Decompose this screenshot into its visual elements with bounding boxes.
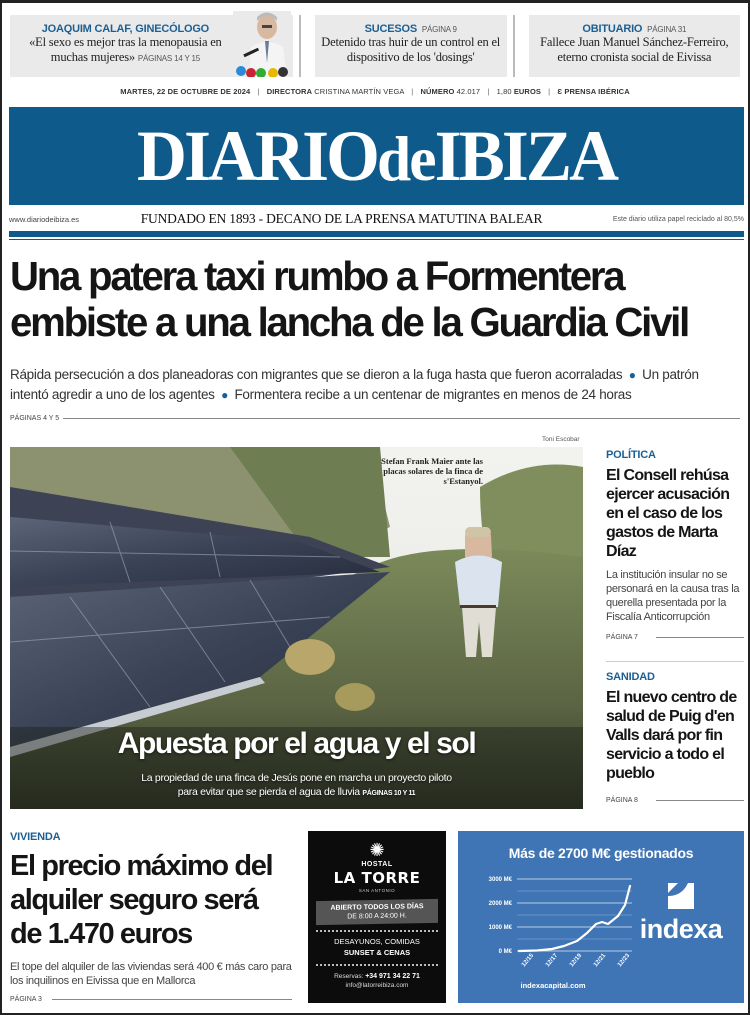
y-tick: 2000 M€ <box>488 901 512 907</box>
section-kicker: VIVIENDA <box>10 831 61 843</box>
issue-number: 42.017 <box>456 87 481 96</box>
divider <box>656 637 744 638</box>
ad-open-hours: DE 8:00 A 24:00 H. <box>347 912 407 921</box>
ad-reservations-label: Reservas: <box>334 973 364 980</box>
bullet-icon: ● <box>221 388 229 402</box>
publisher-group: PRENSA IBÉRICA <box>564 87 630 96</box>
lead-summary-point: Rápida persecución a dos planeadoras con migrantes que se dieron a la fuga hasta que fueron acorraladas <box>10 367 623 382</box>
lead-headline-line: embiste a una lancha de la Guardia Civil <box>10 299 688 345</box>
indexa-logo <box>636 883 726 944</box>
ad-indexa-title: Más de 2700 M€ gestionados <box>508 845 694 861</box>
teaser-kicker-label: OBITUARIO <box>582 23 643 35</box>
story-sanidad[interactable] <box>606 671 744 804</box>
x-tick: 12/15 <box>520 952 536 969</box>
lead-pages-label: PÁGINAS 4 Y 5 <box>10 415 60 422</box>
feature-pages: PÁGINAS 10 Y 11 <box>362 790 416 797</box>
dateline <box>2 87 748 96</box>
masthead-word-de: de <box>376 123 435 194</box>
ad-hostal-place: SAN ANTONIO <box>358 888 396 893</box>
indexa-wordmark: indexa <box>639 914 723 944</box>
masthead-word-diario: DIARIO <box>136 116 377 196</box>
masthead-rule <box>9 231 744 237</box>
teaser-obituario[interactable] <box>529 15 740 77</box>
ad-hostal-la-torre[interactable] <box>308 831 446 1003</box>
ad-opening-hours <box>316 899 438 925</box>
story-vivienda[interactable] <box>10 831 292 1003</box>
bullet-icon: ● <box>628 368 636 382</box>
masthead-word-ibiza: IBIZA <box>434 116 617 196</box>
aum-line-chart <box>462 867 642 982</box>
recycled-paper-note: Este diario utiliza papel reciclado al 80,5% <box>612 215 744 223</box>
masthead[interactable] <box>9 107 744 205</box>
separator: | <box>257 87 260 96</box>
section-kicker: POLÍTICA <box>606 449 656 461</box>
ad-email[interactable]: info@latorreibiza.com <box>345 982 409 989</box>
separator: | <box>487 87 490 96</box>
divider <box>63 418 740 419</box>
top-teasers <box>10 15 740 77</box>
masthead-logo <box>136 116 617 196</box>
lead-summary <box>10 365 740 405</box>
teaser-page: PÁGINA 31 <box>647 25 687 34</box>
ad-open-days: ABIERTO TODOS LOS DÍAS <box>330 903 424 912</box>
teaser-text <box>10 35 241 66</box>
teaser-divider <box>299 15 301 77</box>
feature-headline[interactable]: Apuesta por el agua y el sol <box>117 727 476 760</box>
ad-indexa-website[interactable]: indexacapital.com <box>520 981 586 990</box>
teaser-quote: «El sexo es mejor tras la menopausia en muchas mujeres» <box>29 35 222 64</box>
teaser-kicker: JOAQUIM CALAF, GINECÓLOGO <box>41 23 210 35</box>
masthead-motto: FUNDADO EN 1893 - DECANO DE LA PRENSA MATUTINA BALEAR <box>140 211 543 226</box>
y-tick: 3000 M€ <box>488 877 512 883</box>
feature-subtitle-line: para evitar que se pierda el agua de lluvia <box>177 786 360 798</box>
issue-date: MARTES, 22 DE OCTUBRE DE 2024 <box>120 87 251 96</box>
x-tick: 12/19 <box>568 952 584 969</box>
lead-page-ref <box>10 415 740 422</box>
ad-contact <box>308 972 446 990</box>
director-label: DIRECTORA <box>266 87 313 96</box>
lead-headline[interactable] <box>10 253 735 345</box>
feature-subtitle-line: La propiedad de una finca de Jesús pone en marcha un proyecto piloto <box>141 772 452 784</box>
dotted-divider <box>316 930 438 932</box>
dotted-divider <box>316 964 438 966</box>
teaser-text: Fallece Juan Manuel Sánchez-Ferreiro, eterno cronista social de Eivissa <box>540 35 729 64</box>
teaser-kicker <box>529 23 740 35</box>
separator: | <box>411 87 414 96</box>
prensa-iberica-icon: Ɛ <box>557 87 563 96</box>
x-tick: 12/21 <box>592 952 608 969</box>
teaser-text: Detenido tras huir de un control en el dispositivo de los 'dosings' <box>321 35 501 64</box>
x-tick: 12/23 <box>616 952 632 969</box>
ad-indexa[interactable] <box>458 831 744 1003</box>
page-label: PÁGINA 8 <box>606 797 638 804</box>
story-page-ref <box>606 797 744 804</box>
separator: | <box>548 87 551 96</box>
story-summary: La institución insular no se personará en la causa tras la querella presentada por la Fiscalía Anticorrupción <box>606 569 740 623</box>
section-kicker: SANIDAD <box>606 671 655 683</box>
divider <box>656 800 744 801</box>
story-politica[interactable] <box>606 449 744 641</box>
lead-summary-point: Un patrón intentó agredir a uno de los agentes <box>10 367 699 402</box>
ad-hostal-name: LA TORRE <box>333 869 421 887</box>
page-label: PÁGINA 7 <box>606 634 638 641</box>
lead-headline-line: Una patera taxi rumbo a Formentera <box>10 253 624 299</box>
teaser-page: PÁGINA 9 <box>421 25 457 34</box>
teaser-page: PÁGINAS 14 Y 15 <box>137 54 200 63</box>
lead-summary-point: Formentera recibe a un centenar de migrantes en menos de 24 horas <box>234 387 632 402</box>
divider <box>52 999 292 1000</box>
teaser-kicker-label: SUCESOS <box>364 23 418 35</box>
sun-icon: ✺ <box>369 840 385 860</box>
price-value: 1,80 <box>496 87 512 96</box>
story-headline: El Consell rehúsa ejercer acusación en el caso de los gastos de Marta Díaz <box>606 467 730 560</box>
photo-credit: Toni Escobar <box>542 436 580 443</box>
ad-meals <box>308 936 446 958</box>
x-tick: 12/17 <box>544 952 560 969</box>
page-label: PÁGINA 3 <box>10 996 42 1003</box>
y-tick: 1000 M€ <box>488 925 512 931</box>
teaser-interview[interactable] <box>10 15 293 77</box>
price-label: EUROS <box>513 87 541 96</box>
story-headline: El precio máximo del alquiler seguro será de 1.470 euros <box>10 850 273 950</box>
column-divider <box>606 661 744 662</box>
ad-meals-line: SUNSET & CENAS <box>343 948 411 957</box>
story-summary: El tope del alquiler de las viviendas será 400 € más caro para los inquilinos en Eivissa que en Mallorca <box>10 961 292 987</box>
director-name: CRISTINA MARTÍN VEGA <box>314 87 405 96</box>
feature-subtitle <box>10 771 583 801</box>
photo-caption: Stefan Frank Maier ante las placas solares de la finca de s'Estanyol. <box>381 456 483 486</box>
portrait-photo <box>233 11 291 77</box>
number-label: NÚMERO <box>420 87 455 96</box>
masthead-subbar <box>9 209 744 229</box>
ad-phone[interactable]: +34 971 34 22 71 <box>365 973 420 980</box>
indexa-mark-icon <box>668 883 694 909</box>
story-page-ref <box>10 996 292 1003</box>
ad-meals-line: DESAYUNOS, COMIDAS <box>334 937 420 946</box>
y-tick: 0 M€ <box>498 949 512 955</box>
website-url[interactable]: www.diariodeibiza.es <box>9 214 80 224</box>
teaser-kicker <box>315 23 507 35</box>
story-page-ref <box>606 634 744 641</box>
teaser-sucesos[interactable] <box>315 15 507 77</box>
teaser-divider <box>513 15 515 77</box>
story-headline: El nuevo centro de salud de Puig d'en Valls dará por fin servicio a todo el pueblo <box>606 689 737 782</box>
ad-hostal-label: HOSTAL <box>361 861 393 868</box>
masthead-rule-thin <box>9 239 744 240</box>
